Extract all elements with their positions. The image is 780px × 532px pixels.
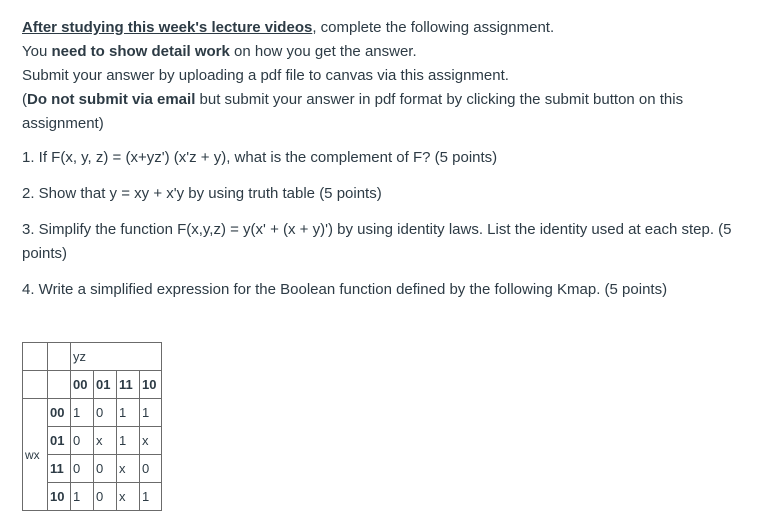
kmap-cell: 0 [94,483,117,511]
kmap-col-header: 10 [140,371,162,399]
intro-line-4 [22,88,762,136]
kmap-corner-2 [48,343,71,371]
assignment-intro [22,16,762,136]
kmap-cell: x [117,455,140,483]
intro-line-2-c: on how you get the answer. [229,43,417,60]
kmap-cell: 0 [94,455,117,483]
kmap-row-header: 00 [48,399,71,427]
kmap-row-var: wx [23,399,48,511]
intro-line-2-bold: need to show detail work [51,43,230,60]
intro-line-3: Submit your answer by uploading a pdf file to canvas via this assignment. [22,67,509,84]
lecture-videos-link[interactable]: After studying this week's lecture videos [22,19,313,36]
kmap-cell: x [117,483,140,511]
kmap-col-header: 00 [71,371,94,399]
kmap-row-header: 10 [48,483,71,511]
kmap-cell: x [140,427,162,455]
kmap-cell: 1 [117,399,140,427]
kmap-cell: 0 [94,399,117,427]
question-3: 3. Simplify the function F(x,y,z) = y(x' + (x + y)') by using identity laws. List the identity used at each step. (5 points) [22,221,732,262]
question-1: 1. If F(x, y, z) = (x+yz') (x'z + y), what is the complement of F? (5 points) [22,149,498,166]
kmap-header-row [23,371,162,399]
kmap-row-header: 01 [48,427,71,455]
kmap-col-header: 01 [94,371,117,399]
kmap-col-header: 11 [117,371,140,399]
intro-line-4-c: but submit your answer in pdf format by clicking the submit button on this assignment) [22,91,684,132]
kmap-cell: 1 [117,427,140,455]
kmap-row [23,399,162,427]
kmap-cell: 1 [140,483,162,511]
assignment-body [22,16,762,302]
kmap-corner [23,343,48,371]
question-4: 4. Write a simplified expression for the Boolean function defined by the following Kmap. (5 points) [22,281,668,298]
kmap-row-header: 11 [48,455,71,483]
intro-line-2 [22,40,762,64]
kmap-cell: 0 [71,455,94,483]
kmap-corner-3 [23,371,48,399]
intro-line-1 [22,16,762,40]
kmap-col-var: yz [71,343,162,371]
kmap-cell: 0 [71,427,94,455]
intro-line-1-rest: , complete the following assignment. [312,19,555,36]
kmap-cell: x [94,427,117,455]
intro-line-4-a: ( [22,91,27,108]
intro-line-4-bold: Do not submit via email [27,91,196,108]
kmap-cell: 1 [71,483,94,511]
kmap-cell: 1 [71,399,94,427]
kmap-var-row [23,343,162,371]
intro-line-2-a: You [22,43,52,60]
kmap-table [22,342,162,511]
question-2: 2. Show that y = xy + x'y by using truth table (5 points) [22,185,382,202]
kmap-corner-4 [48,371,71,399]
kmap-cell: 0 [140,455,162,483]
kmap-cell: 1 [140,399,162,427]
